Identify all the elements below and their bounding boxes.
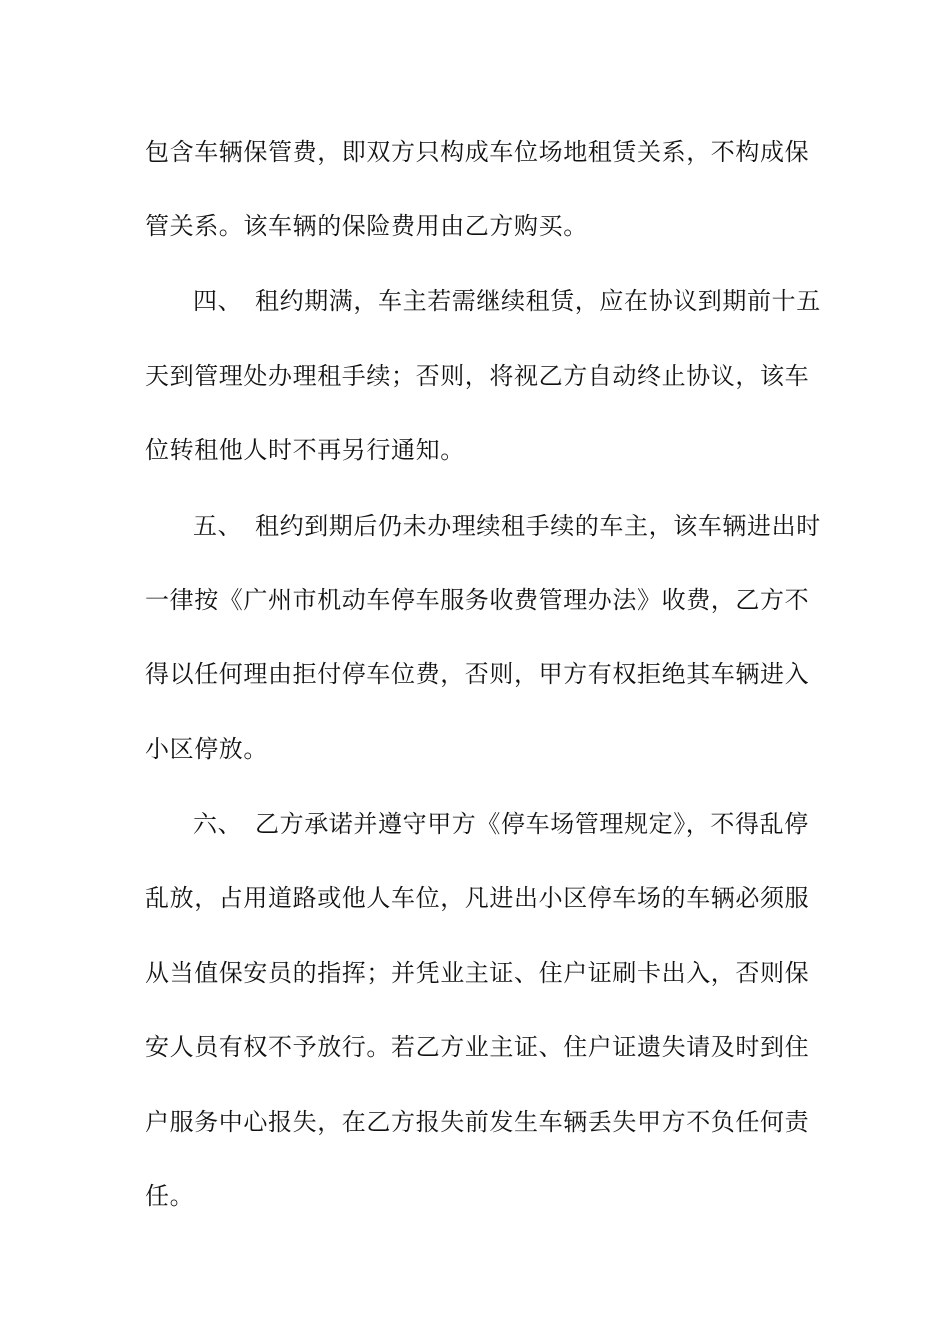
- clause-five-text: 租约到期后仍未办理续租手续的车主，该车辆进出时: [255, 512, 821, 540]
- text-line-8: 得以任何理由拒付停车位费，否则，甲方有权拒绝其车辆进入: [145, 660, 810, 688]
- clause-four: [193, 286, 873, 316]
- text-line-2: 管关系。该车辆的保险费用由乙方购买。: [145, 212, 588, 240]
- clause-four-text: 租约期满，车主若需继续租赁，应在协议到期前十五: [255, 287, 821, 315]
- text-line-15: 任。: [145, 1182, 195, 1210]
- text-line-13: 安人员有权不予放行。若乙方业主证、住户证遗失请及时到住: [145, 1033, 810, 1061]
- text-line-9: 小区停放。: [145, 735, 268, 763]
- clause-six: [193, 809, 873, 839]
- text-line-4: 天到管理处办理租手续；否则，将视乙方自动终止协议，该车: [145, 362, 810, 390]
- text-line-7: 一律按《广州市机动车停车服务收费管理办法》收费，乙方不: [145, 586, 810, 614]
- text-line-12: 从当值保安员的指挥；并凭业主证、住户证刷卡出入，否则保: [145, 959, 810, 987]
- text-line-11: 乱放，占用道路或他人车位，凡进出小区停车场的车辆必须服: [145, 884, 810, 912]
- clause-five: [193, 511, 873, 541]
- text-line-14: 户服务中心报失，在乙方报失前发生车辆丢失甲方不负任何责: [145, 1108, 810, 1136]
- clause-six-number: 六、: [193, 810, 243, 838]
- clause-six-text: 乙方承诺并遵守甲方《停车场管理规定》，不得乱停: [255, 810, 809, 838]
- clause-four-number: 四、: [193, 287, 243, 315]
- clause-five-number: 五、: [193, 512, 243, 540]
- text-line-5: 位转租他人时不再另行通知。: [145, 436, 465, 464]
- text-line-1: 包含车辆保管费，即双方只构成车位场地租赁关系，不构成保: [145, 138, 810, 166]
